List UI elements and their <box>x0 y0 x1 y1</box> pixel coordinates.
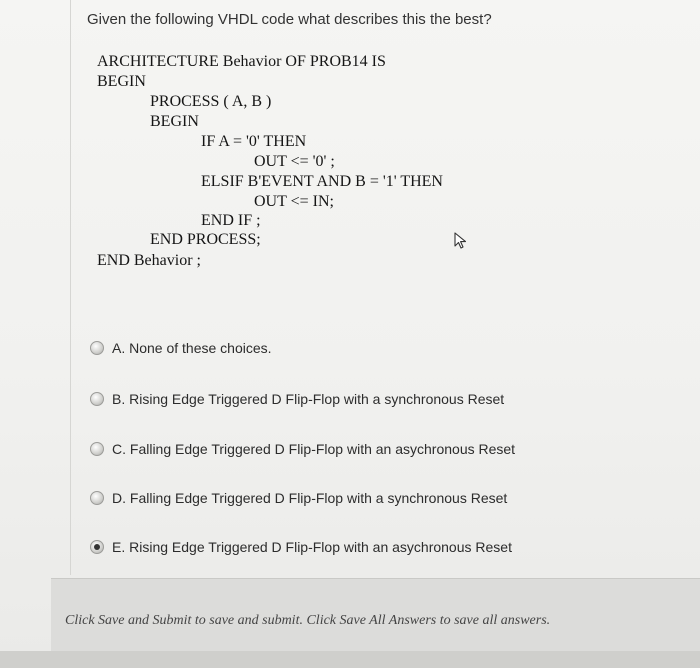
option-d[interactable] <box>90 490 507 506</box>
option-a[interactable] <box>90 340 272 356</box>
option-label: C. Falling Edge Triggered D Flip-Flop with an asychronous Reset <box>112 441 516 457</box>
radio-button[interactable] <box>90 392 104 406</box>
option-label: D. Falling Edge Triggered D Flip-Flop with a synchronous Reset <box>112 490 508 506</box>
option-e[interactable] <box>90 539 512 555</box>
option-b[interactable] <box>90 391 504 407</box>
radio-button[interactable] <box>90 341 104 355</box>
option-label: E. Rising Edge Triggered D Flip-Flop with an asychronous Reset <box>112 539 512 555</box>
code-line: BEGIN <box>150 113 199 130</box>
submit-instructions: Click Save and Submit to save and submit. Click Save All Answers to save all answers. <box>65 613 551 628</box>
code-line: OUT <= '0' ; <box>254 153 335 170</box>
code-line: ELSIF B'EVENT AND B = '1' THEN <box>201 173 443 190</box>
question-title: Given the following VHDL code what describes this the best? <box>87 11 492 28</box>
code-line: BEGIN <box>97 73 146 90</box>
content-border <box>70 0 71 575</box>
code-line: IF A = '0' THEN <box>201 133 307 150</box>
radio-button[interactable] <box>90 442 104 456</box>
mouse-pointer-icon <box>454 232 468 250</box>
status-bar <box>0 651 700 668</box>
code-line: END IF ; <box>201 212 261 229</box>
option-label: A. None of these choices. <box>112 340 272 356</box>
option-label: B. Rising Edge Triggered D Flip-Flop with a synchronous Reset <box>112 391 505 407</box>
radio-button[interactable] <box>90 491 104 505</box>
submit-instructions-box <box>51 578 700 652</box>
code-line: END PROCESS; <box>150 231 261 248</box>
code-line: OUT <= IN; <box>254 193 334 210</box>
code-line: END Behavior ; <box>97 252 201 269</box>
code-line: PROCESS ( A, B ) <box>150 93 272 110</box>
code-line: ARCHITECTURE Behavior OF PROB14 IS <box>97 53 386 70</box>
option-c[interactable] <box>90 441 515 457</box>
radio-button-selected[interactable] <box>90 540 104 554</box>
